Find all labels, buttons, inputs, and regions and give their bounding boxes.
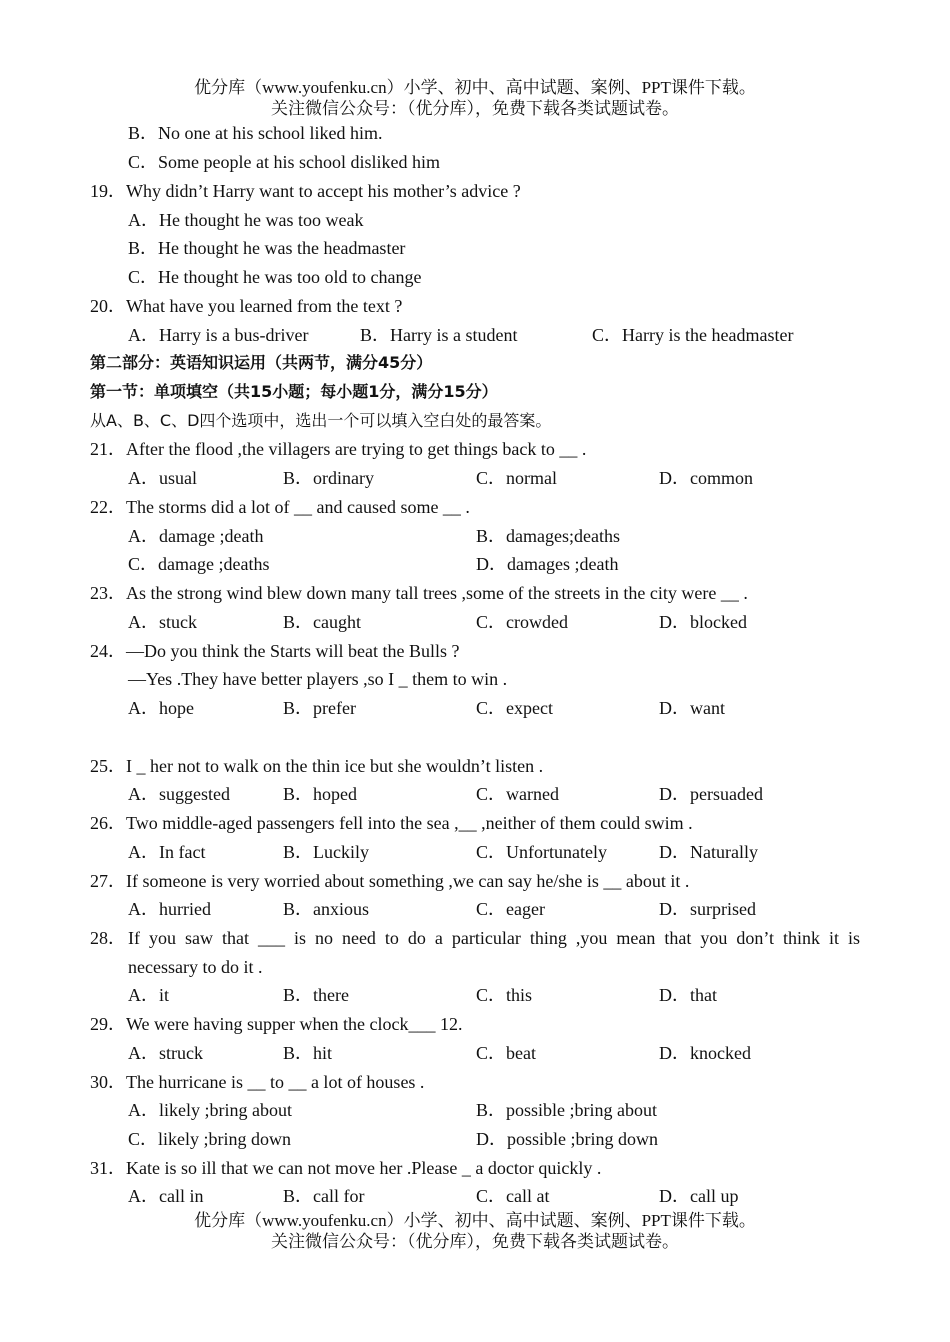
option-c: C．normal [476, 468, 557, 488]
question-stem: 24．—Do you think the Starts will beat the Bulls ? [90, 641, 460, 661]
question-stem: If you saw that ___ is no need to do a particular thing ,you mean that you don’t think it is [128, 928, 860, 948]
option-c: C．beat [476, 1043, 536, 1063]
option-d: D．Naturally [659, 842, 758, 862]
option-d: D．damages ;death [476, 554, 619, 574]
header-line-1: 优分库（www.youfenku.cn）小学、初中、高中试题、案例、PPT课件下载。 [194, 78, 756, 97]
option-b: B．damages;deaths [476, 526, 620, 546]
option-c: C．damage ;deaths [128, 554, 270, 574]
option-d: D．common [659, 468, 753, 488]
question-stem: 23．As the strong wind blew down many tall trees ,some of the streets in the city were __ . [90, 583, 748, 603]
question-stem-continued: necessary to do it . [128, 957, 263, 977]
part-two-title: 第二部分：英语知识运用（共两节，满分45分） [90, 353, 433, 372]
option-d: D．surprised [659, 899, 756, 919]
footer-line-2: 关注微信公众号：（优分库），免费下载各类试题试卷。 [271, 1232, 679, 1251]
option-b: B．caught [283, 612, 361, 632]
question-stem: 30．The hurricane is __ to __ a lot of houses . [90, 1072, 425, 1092]
question-stem: 26．Two middle-aged passengers fell into the sea ,__ ,neither of them could swim . [90, 813, 693, 833]
option-c: C．expect [476, 698, 553, 718]
question-stem: 21．After the flood ,the villagers are trying to get things back to __ . [90, 439, 587, 459]
section-one-title: 第一节：单项填空（共15小题；每小题1分，满分15分） [90, 382, 498, 401]
option-b: B．prefer [283, 698, 356, 718]
option-c: C．Some people at his school disliked him [128, 152, 440, 172]
question-stem: 25．I _ her not to walk on the thin ice but she wouldn’t listen . [90, 756, 544, 776]
option-c: C．crowded [476, 612, 568, 632]
option-a: A．Harry is a bus-driver [128, 325, 309, 345]
option-c: C．likely ;bring down [128, 1129, 291, 1149]
option-c: C．call at [476, 1186, 550, 1206]
option-d: D．want [659, 698, 725, 718]
option-d: D．knocked [659, 1043, 751, 1063]
option-c: C．eager [476, 899, 545, 919]
option-a: A．In fact [128, 842, 206, 862]
option-a: A．He thought he was too weak [128, 210, 364, 230]
question-stem: 20．What have you learned from the text ? [90, 296, 403, 316]
header-line-2: 关注微信公众号：（优分库），免费下载各类试题试卷。 [271, 99, 679, 118]
option-c: C．Harry is the headmaster [592, 325, 794, 345]
option-a: A．hope [128, 698, 194, 718]
option-a: A．call in [128, 1186, 204, 1206]
option-b: B．hit [283, 1043, 333, 1063]
option-c: C．this [476, 985, 533, 1005]
question-stem: 31．Kate is so ill that we can not move her .Please _ a doctor quickly . [90, 1158, 602, 1178]
question-number: 28． [90, 928, 126, 948]
option-d: D．call up [659, 1186, 739, 1206]
option-b: B．No one at his school liked him. [128, 123, 383, 143]
question-stem: 29．We were having supper when the clock___ 12. [90, 1014, 463, 1034]
option-b: B．call for [283, 1186, 365, 1206]
option-c: C．warned [476, 784, 559, 804]
option-b: B．anxious [283, 899, 370, 919]
option-b: B．ordinary [283, 468, 374, 488]
option-a: A．hurried [128, 899, 211, 919]
option-a: A．stuck [128, 612, 197, 632]
option-d: D．possible ;bring down [476, 1129, 658, 1149]
footer-line-1: 优分库（www.youfenku.cn）小学、初中、高中试题、案例、PPT课件下载。 [194, 1211, 756, 1230]
instructions: 从A、B、C、D四个选项中，选出一个可以填入空白处的最答案。 [90, 411, 552, 430]
option-b: B．Luckily [283, 842, 369, 862]
option-a: A．suggested [128, 784, 230, 804]
question-stem: 27．If someone is very worried about something ,we can say he/she is __ about it . [90, 871, 690, 891]
option-c: C．Unfortunately [476, 842, 607, 862]
option-b: B．possible ;bring about [476, 1100, 657, 1120]
option-a: A．usual [128, 468, 197, 488]
option-b: B．He thought he was the headmaster [128, 238, 406, 258]
option-b: B．Harry is a student [360, 325, 518, 345]
question-dialogue-line: —Yes .They have better players ,so I _ them to win . [128, 669, 508, 689]
option-d: D．blocked [659, 612, 747, 632]
question-stem: 19．Why didn’t Harry want to accept his mother’s advice ? [90, 181, 521, 201]
question-stem: 22．The storms did a lot of __ and caused some __ . [90, 497, 470, 517]
option-d: D．that [659, 985, 717, 1005]
option-d: D．persuaded [659, 784, 763, 804]
option-b: B．hoped [283, 784, 357, 804]
option-a: A．it [128, 985, 170, 1005]
option-b: B．there [283, 985, 349, 1005]
option-a: A．likely ;bring about [128, 1100, 292, 1120]
option-c: C．He thought he was too old to change [128, 267, 422, 287]
option-a: A．struck [128, 1043, 203, 1063]
option-a: A．damage ;death [128, 526, 264, 546]
